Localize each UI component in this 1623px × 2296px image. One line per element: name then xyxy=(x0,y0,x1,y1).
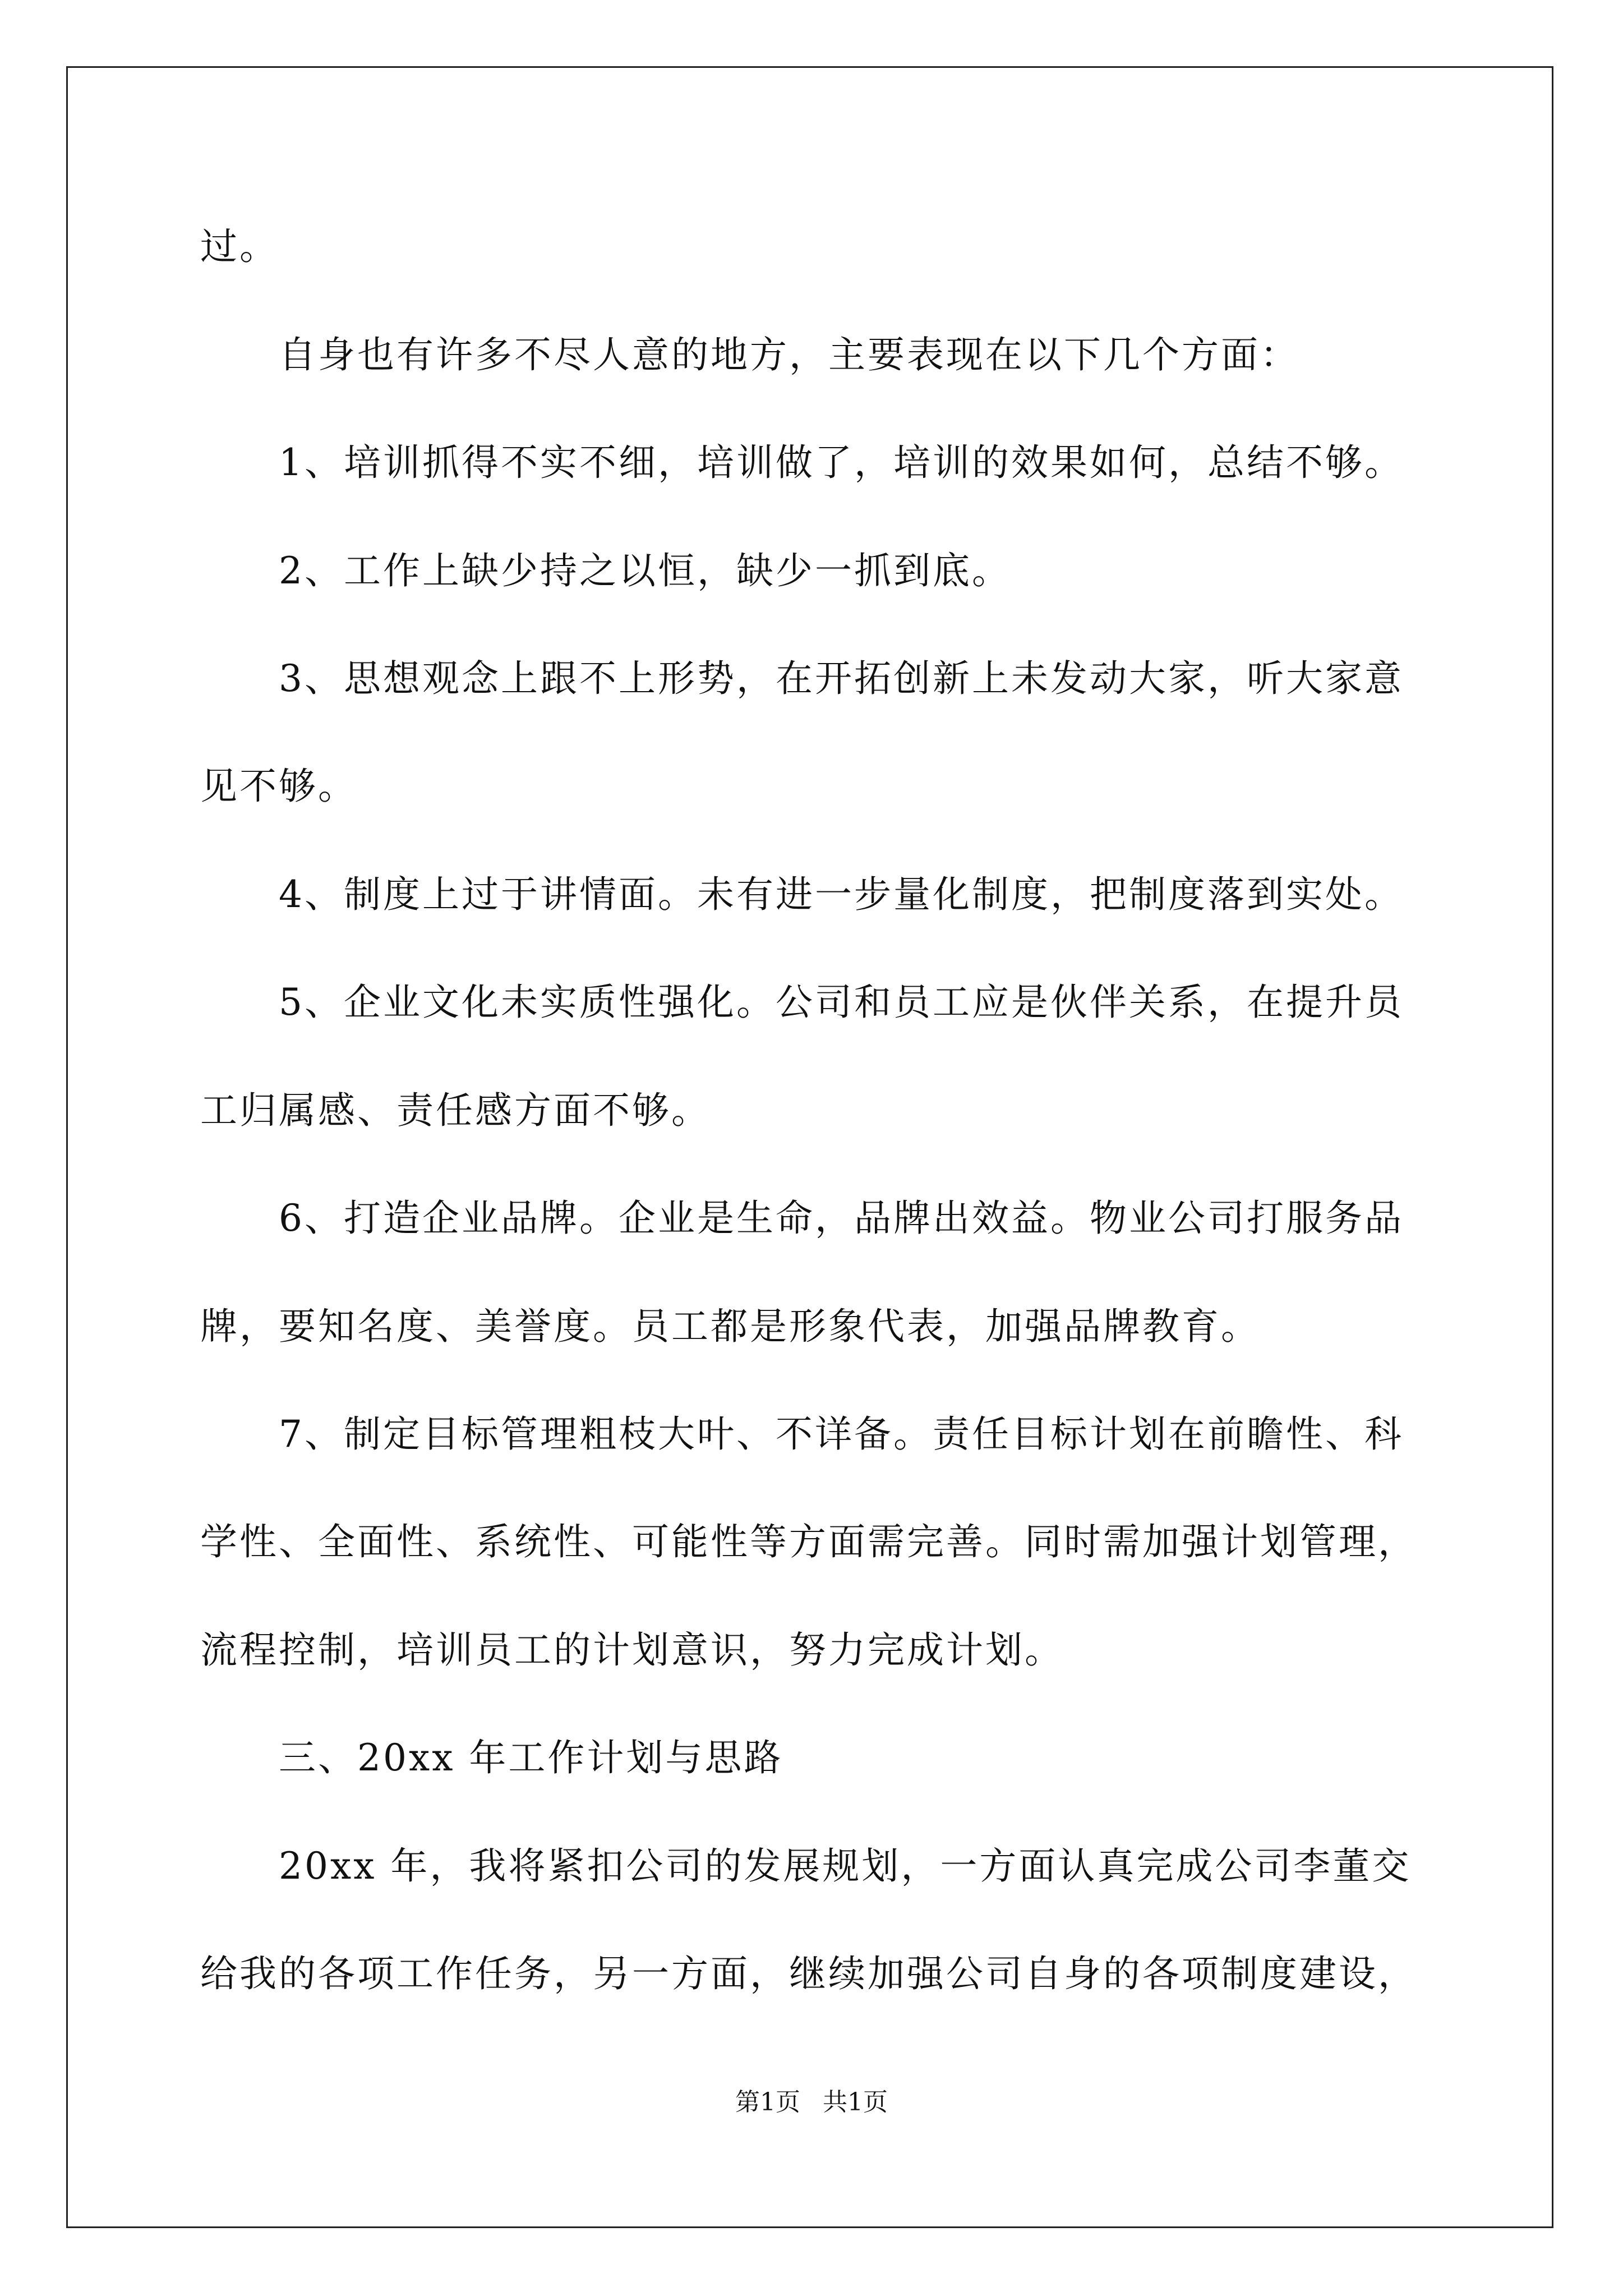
text-line: 3、思想观念上跟不上形势，在开拓创新上未发动大家，听大家意 xyxy=(279,657,1404,700)
page-total: 共1页 xyxy=(823,2088,888,2116)
text-line: 2、工作上缺少持之以恒，缺少一抓到底。 xyxy=(279,549,1011,592)
text-line: 过。 xyxy=(200,225,279,268)
section-heading: 三、20xx 年工作计划与思路 xyxy=(279,1736,783,1779)
text-line: 给我的各项工作任务，另一方面，继续加强公司自身的各项制度建设， xyxy=(200,1952,1417,1995)
text-line: 牌，要知名度、美誉度。员工都是形象代表，加强品牌教育。 xyxy=(200,1305,1260,1348)
page-number: 第1页 xyxy=(735,2088,800,2116)
text-line: 见不够。 xyxy=(200,765,357,808)
text-line: 4、制度上过于讲情面。未有进一步量化制度，把制度落到实处。 xyxy=(279,873,1404,916)
text-line: 1、培训抓得不实不细，培训做了，培训的效果如何，总结不够。 xyxy=(279,441,1404,484)
text-line: 自身也有许多不尽人意的地方，主要表现在以下几个方面： xyxy=(279,333,1299,376)
text-line: 学性、全面性、系统性、可能性等方面需完善。同时需加强计划管理， xyxy=(200,1520,1417,1563)
text-line: 7、制定目标管理粗枝大叶、不详备。责任目标计划在前瞻性、科 xyxy=(279,1412,1404,1456)
text-line: 流程控制，培训员工的计划意识，努力完成计划。 xyxy=(200,1628,1064,1672)
text-line: 6、打造企业品牌。企业是生命，品牌出效益。物业公司打服务品 xyxy=(279,1197,1404,1240)
text-line: 20xx 年，我将紧扣公司的发展规划，一方面认真完成公司李董交 xyxy=(279,1844,1412,1888)
page-footer xyxy=(0,2086,1623,2119)
text-line: 5、企业文化未实质性强化。公司和员工应是伙伴关系，在提升员 xyxy=(279,981,1404,1024)
page-border xyxy=(66,66,1553,2228)
text-line: 工归属感、责任感方面不够。 xyxy=(200,1089,711,1132)
